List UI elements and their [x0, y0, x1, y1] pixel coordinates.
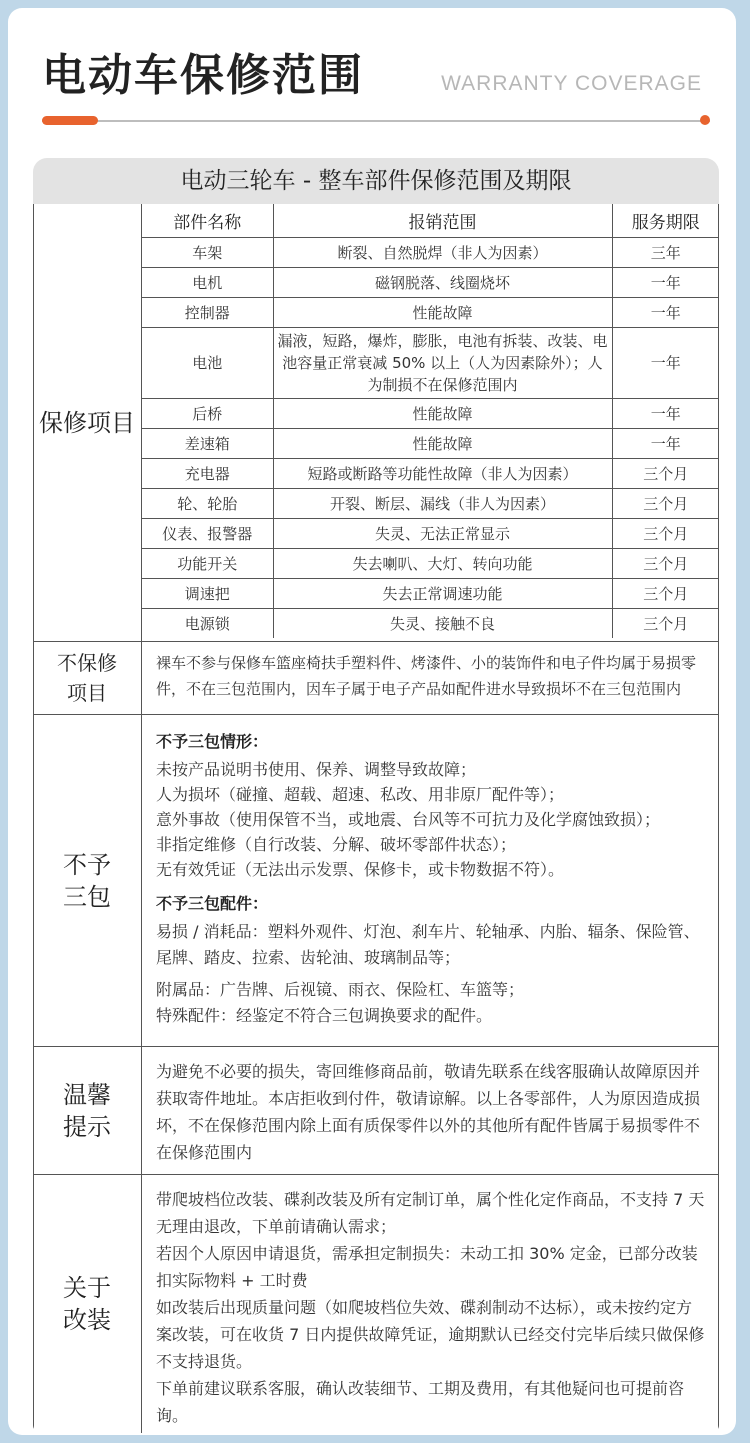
exclusion-situation: 非指定维修（自行改装、分解、破坏零部件状态）；: [156, 835, 517, 854]
table-header-row: [142, 204, 719, 238]
title-divider: [42, 120, 710, 122]
modification-paragraph: 若因个人原因申请退货，需承担定制损失：未动工扣 30% 定金，已部分改装扣实际物料 + 工时费: [156, 1244, 698, 1290]
warranty-items-label: 保修项目: [33, 204, 142, 641]
part-scope: 性能故障: [273, 399, 612, 429]
exclusion-parts-title: 不予三包配件：: [156, 894, 269, 913]
part-scope: 漏液，短路，爆炸，膨胀，电池有拆装、改装、电池容量正常衰减 50% 以上（人为因素除外）；人为制损不在保修范围内: [273, 328, 612, 399]
divider-dot: [700, 115, 710, 125]
column-header-period: 服务期限: [612, 204, 719, 238]
part-name: 轮、轮胎: [142, 489, 273, 519]
table-row: [142, 238, 719, 268]
part-period: 三年: [612, 238, 719, 268]
part-scope: 失去正常调速功能: [273, 579, 612, 609]
part-name: 仪表、报警器: [142, 519, 273, 549]
part-name: 车架: [142, 238, 273, 268]
panel-title: 电动三轮车 - 整车部件保修范围及期限: [33, 158, 719, 204]
tips-text: 为避免不必要的损失，寄回维修商品前，敬请先联系在线客服确认故障原因并获取寄件地址。本店拒收到付件，敬请谅解。以上各零部件，人为原因造成损坏，不在保修范围内除上面有质保零件以外的其他所有配件皆属于易损零件不在保修范围内: [156, 1062, 701, 1162]
table-row: [142, 549, 719, 579]
part-name: 调速把: [142, 579, 273, 609]
part-scope: 失去喇叭、大灯、转向功能: [273, 549, 612, 579]
column-header-part: 部件名称: [142, 204, 273, 238]
exclusion-situations-list: [156, 757, 705, 882]
part-scope: 磁钢脱落、线圈烧坏: [273, 268, 612, 298]
exclusion-situations-title: 不予三包情形：: [156, 732, 269, 751]
part-scope: 失灵、接触不良: [273, 609, 612, 639]
part-period: 一年: [612, 298, 719, 328]
not-covered-text: 裸车不参与保修车篮座椅扶手塑料件、烤漆件、小的装饰件和电子件均属于易损零件，不在三包范围内，因车子属于电子产品如配件进水导致损坏不在三包范围内: [156, 654, 697, 698]
page-card: [8, 8, 736, 1435]
not-covered-section: [33, 642, 719, 715]
table-row: [142, 328, 719, 399]
exclusion-situation: 未按产品说明书使用、保养、调整导致故障；: [156, 760, 477, 779]
exclusions-section: [33, 715, 719, 1047]
part-name: 充电器: [142, 459, 273, 489]
divider-accent-bar: [42, 116, 98, 125]
part-scope: 断裂、自然脱焊（非人为因素）: [273, 238, 612, 268]
modification-paragraph: 下单前建议联系客服，确认改装细节、工期及费用，有其他疑问也可提前咨询。: [156, 1379, 685, 1425]
page-subtitle: WARRANTY COVERAGE: [441, 72, 702, 95]
part-period: 三个月: [612, 519, 719, 549]
part-name: 电池: [142, 328, 273, 399]
table-row: [142, 489, 719, 519]
part-scope: 开裂、断层、漏线（非人为因素）: [273, 489, 612, 519]
table-row: [142, 429, 719, 459]
exclusion-part: 易损 / 消耗品：塑料外观件、灯泡、刹车片、轮轴承、内胎、辐条、保险管、尾牌、踏皮、拉索、齿轮油、玻璃制品等；: [156, 922, 700, 967]
modification-paragraph: 如改装后出现质量问题（如爬坡档位失效、碟刹制动不达标），或未按约定方案改装，可在收货 7 日内提供故障凭证，逾期默认已经交付完毕后续只做保修不支持退货。: [156, 1298, 705, 1371]
part-scope: 性能故障: [273, 429, 612, 459]
column-header-scope: 报销范围: [273, 204, 612, 238]
part-period: 三个月: [612, 489, 719, 519]
exclusion-situation: 人为损坏（碰撞、超载、超速、私改、用非原厂配件等）；: [156, 785, 565, 804]
modification-label: 关于改装: [33, 1175, 142, 1433]
exclusion-parts-list: [156, 919, 705, 1029]
part-period: 三个月: [612, 459, 719, 489]
table-row: [142, 298, 719, 328]
part-period: 一年: [612, 328, 719, 399]
exclusion-part: 特殊配件：经鉴定不符合三包调换要求的配件。: [156, 1006, 493, 1025]
exclusion-part: 附属品：广告牌、后视镜、雨衣、保险杠、车篮等；: [156, 980, 525, 999]
warranty-items-section: [33, 204, 719, 642]
exclusion-situation: 意外事故（使用保管不当，或地震、台风等不可抗力及化学腐蚀致损）；: [156, 810, 661, 829]
exclusion-situation: 无有效凭证（无法出示发票、保修卡，或卡物数据不符）。: [156, 860, 565, 879]
part-period: 一年: [612, 399, 719, 429]
part-period: 一年: [612, 268, 719, 298]
part-period: 三个月: [643, 615, 689, 633]
table-row: [142, 609, 719, 639]
part-scope: 短路或断路等功能性故障（非人为因素）: [273, 459, 612, 489]
warranty-panel: [33, 158, 719, 1433]
part-scope: 失灵、无法正常显示: [273, 519, 612, 549]
modification-section: [33, 1175, 719, 1433]
page-title: 电动车保修范围: [42, 50, 364, 101]
tips-label: 温馨提示: [33, 1047, 142, 1174]
part-scope: 性能故障: [273, 298, 612, 328]
part-period: 三个月: [612, 549, 719, 579]
tips-section: [33, 1047, 719, 1175]
exclusions-label: 不予三包: [33, 715, 142, 1046]
part-name: 电源锁: [142, 609, 273, 639]
warranty-table: [142, 204, 719, 638]
part-period: 一年: [612, 429, 719, 459]
table-row: [142, 519, 719, 549]
part-name: 后桥: [142, 399, 273, 429]
not-covered-label: 不保修项目: [33, 642, 142, 714]
part-name: 功能开关: [142, 549, 273, 579]
part-name: 差速箱: [142, 429, 273, 459]
table-row: [142, 579, 719, 609]
table-row: [142, 459, 719, 489]
part-period: 三个月: [612, 579, 719, 609]
table-row: [142, 399, 719, 429]
part-name: 控制器: [142, 298, 273, 328]
modification-paragraph: 带爬坡档位改装、碟刹改装及所有定制订单，属个性化定作商品，不支持 7 天无理由退改，下单前请确认需求；: [156, 1190, 705, 1236]
part-name: 电机: [142, 268, 273, 298]
table-row: [142, 268, 719, 298]
